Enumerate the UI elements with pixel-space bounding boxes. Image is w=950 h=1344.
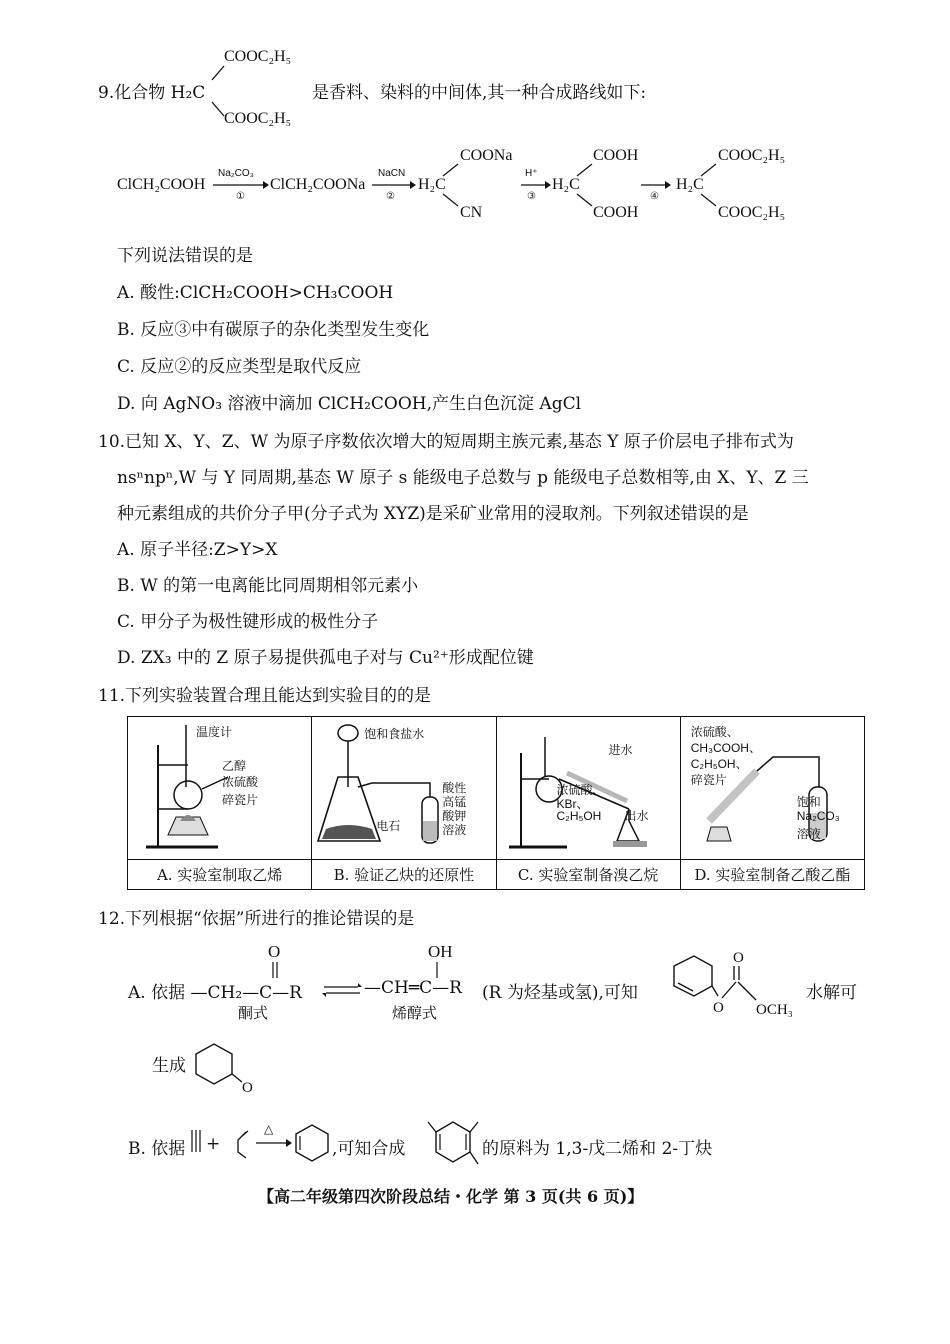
route-s5-main: H₂C — [676, 176, 704, 193]
label-solution: 溶液 — [442, 823, 467, 837]
label-acidic: 酸性 — [442, 781, 467, 795]
arrow-4 — [641, 180, 671, 190]
route-r1-step: ① — [236, 191, 245, 202]
q10-line-3: 种元素组成的共价分子甲(分子式为 XYZ)是采矿业常用的浸取剂。下列叙述错误的是 — [117, 504, 749, 524]
q12a-och3: OCH₃ — [756, 1002, 793, 1018]
label-permang-2: 酸钾 — [442, 809, 467, 823]
label-thermometer: 温度计 — [196, 725, 233, 739]
q9-frag-top: COOC₂H₅ — [224, 48, 292, 65]
q12a-enol: —CH═C—R — [364, 978, 462, 998]
q12a-carbonyl-o: O — [733, 950, 744, 966]
q10-option-c[interactable]: C. 甲分子为极性键形成的极性分子 — [117, 612, 379, 632]
caption-d: D. 实验室制备乙酸乙酯 — [680, 860, 864, 890]
route-s5-top: COOC₂H₅ — [718, 147, 786, 164]
label-porcelain: 碎瓷片 — [222, 793, 259, 807]
label-d-ethanol: C₂H₅OH、 — [690, 757, 748, 771]
route-s5-bottom: COOC₂H₅ — [718, 204, 786, 221]
q12a-keto-o: O — [268, 942, 281, 961]
q9-stem: 下列说法错误的是 — [117, 246, 253, 266]
route-s5-bonds — [698, 160, 722, 210]
label-permang-1: 高锰 — [442, 795, 467, 809]
q9-intro: 是香料、染料的中间体,其一种合成路线如下: — [312, 83, 647, 103]
caption-c: C. 实验室制备溴乙烷 — [496, 860, 680, 890]
label-d-h2so4: 浓硫酸、 — [690, 725, 739, 739]
label-na2co3: Na₂CO₃ — [796, 809, 840, 823]
label-water-in: 进水 — [608, 743, 633, 757]
page-footer: 【高二年级第四次阶段总结・化学 第 3 页(共 6 页)】 — [258, 1187, 644, 1206]
route-s1: ClCH₂COOH — [117, 176, 206, 193]
label-saturated: 饱和 — [796, 795, 821, 809]
caption-b: B. 验证乙炔的还原性 — [312, 860, 496, 890]
cyclohexanone-o: O — [242, 1080, 253, 1096]
q9-option-c[interactable]: C. 反应②的反应类型是取代反应 — [117, 357, 362, 377]
route-s3-main: H₂C — [418, 176, 446, 193]
q12b-tail: 的原料为 1,3-戊二烯和 2-丁炔 — [482, 1139, 713, 1159]
label-ethanol: 乙醇 — [222, 759, 247, 773]
label-conc-h2so4: 浓硫酸 — [222, 775, 259, 789]
label-water-out: 出水 — [624, 809, 649, 823]
apparatus-table — [127, 716, 865, 890]
q12-stem: 12.下列根据“依据”所进行的推论错误的是 — [98, 909, 415, 929]
q12a-label-keto: 酮式 — [238, 1004, 269, 1022]
label-calcium-carbide: 电石 — [376, 819, 401, 833]
label-c2h5oh: C₂H₅OH — [556, 809, 602, 823]
q9-option-a[interactable]: A. 酸性:ClCH₂COOH>CH₃COOH — [117, 283, 394, 303]
route-s4-bonds — [574, 160, 598, 210]
q9-option-b[interactable]: B. 反应③中有碳原子的杂化类型发生变化 — [117, 320, 430, 340]
route-s2: ClCH₂COONa — [270, 176, 366, 193]
label-brine: 饱和食盐水 — [364, 727, 425, 741]
q9-frag-bottom: COOC₂H₅ — [224, 110, 292, 127]
apparatus-d[interactable] — [680, 717, 864, 860]
route-s4-bottom: COOH — [593, 204, 639, 221]
q9-number: 9.化合物 H₂C — [98, 83, 206, 103]
q9-option-d[interactable]: D. 向 AgNO₃ 溶液中滴加 ClCH₂COOH,产生白色沉淀 AgCl — [117, 394, 582, 414]
route-r4-step: ④ — [650, 191, 659, 202]
route-r3-step: ③ — [527, 191, 536, 202]
label-c-h2so4: 浓硫酸、 — [556, 783, 605, 797]
route-r2-step: ② — [386, 191, 395, 202]
q12a-equilibrium-arrow — [322, 980, 362, 1000]
q12b-mid: ,可知合成 — [332, 1139, 406, 1159]
q12a-tail: 水解可 — [806, 983, 857, 1003]
q10-line-2: nsⁿnpⁿ,W 与 Y 同周期,基态 W 原子 s 能级电子总数与 p 能级电子总数相等,由 X、Y、Z 三 — [117, 468, 809, 488]
q10-line-1: 10.已知 X、Y、Z、W 为原子序数依次增大的短周期主族元素,基态 Y 原子价层电子排布式为 — [98, 432, 794, 452]
q12a-ester-o: O — [713, 1000, 724, 1016]
heat-symbol: △ — [264, 1122, 274, 1136]
route-r3-reagent: H⁺ — [525, 168, 538, 179]
route-r2-reagent: NaCN — [378, 168, 406, 179]
q12a-paren: (R 为烃基或氢),可知 — [482, 983, 638, 1003]
arrow-3 — [521, 180, 551, 190]
route-s3-bottom: CN — [460, 204, 483, 221]
route-s4-top: COOH — [593, 147, 639, 164]
label-d-porcelain: 碎瓷片 — [690, 773, 727, 787]
cyclohexene-structure — [292, 1122, 332, 1166]
label-kbr: KBr、 — [556, 797, 589, 811]
arrow-1 — [213, 180, 269, 190]
route-s4-main: H₂C — [552, 176, 580, 193]
dimethylcyclohexadiene-structure — [426, 1112, 482, 1172]
q12a-line2: 生成 — [152, 1056, 186, 1076]
apparatus-a[interactable] — [128, 717, 312, 860]
q11-stem: 11.下列实验装置合理且能达到实验目的的是 — [98, 686, 432, 706]
q12a-enol-oh: OH — [428, 942, 453, 961]
apparatus-c[interactable] — [496, 717, 680, 860]
q12b-lead: B. 依据 — [128, 1139, 186, 1159]
caption-a: A. 实验室制取乙烯 — [128, 860, 312, 890]
q10-option-b[interactable]: B. W 的第一电离能比同周期相邻元素小 — [117, 576, 419, 596]
cyclohexanone-structure — [190, 1040, 250, 1092]
route-s3-bonds — [440, 160, 464, 210]
arrow-2 — [372, 180, 416, 190]
q12a-lead: A. 依据 —CH₂—C—R — [128, 983, 302, 1003]
route-r1-reagent: Na₂CO₃ — [218, 168, 254, 179]
q10-option-a[interactable]: A. 原子半径:Z>Y>X — [117, 540, 278, 560]
arrow-heat — [256, 1138, 292, 1148]
alkyne-symbol — [190, 1128, 202, 1154]
label-d-solution: 溶液 — [796, 827, 821, 841]
q12b-plus: + — [206, 1134, 221, 1154]
q12a-label-enol: 烯醇式 — [392, 1004, 438, 1022]
route-s3-top: COONa — [460, 147, 513, 164]
q10-option-d[interactable]: D. ZX₃ 中的 Z 原子易提供孤电子对与 Cu²⁺形成配位键 — [117, 648, 534, 668]
label-d-acetic: CH₃COOH、 — [690, 741, 761, 755]
apparatus-b[interactable] — [312, 717, 496, 860]
